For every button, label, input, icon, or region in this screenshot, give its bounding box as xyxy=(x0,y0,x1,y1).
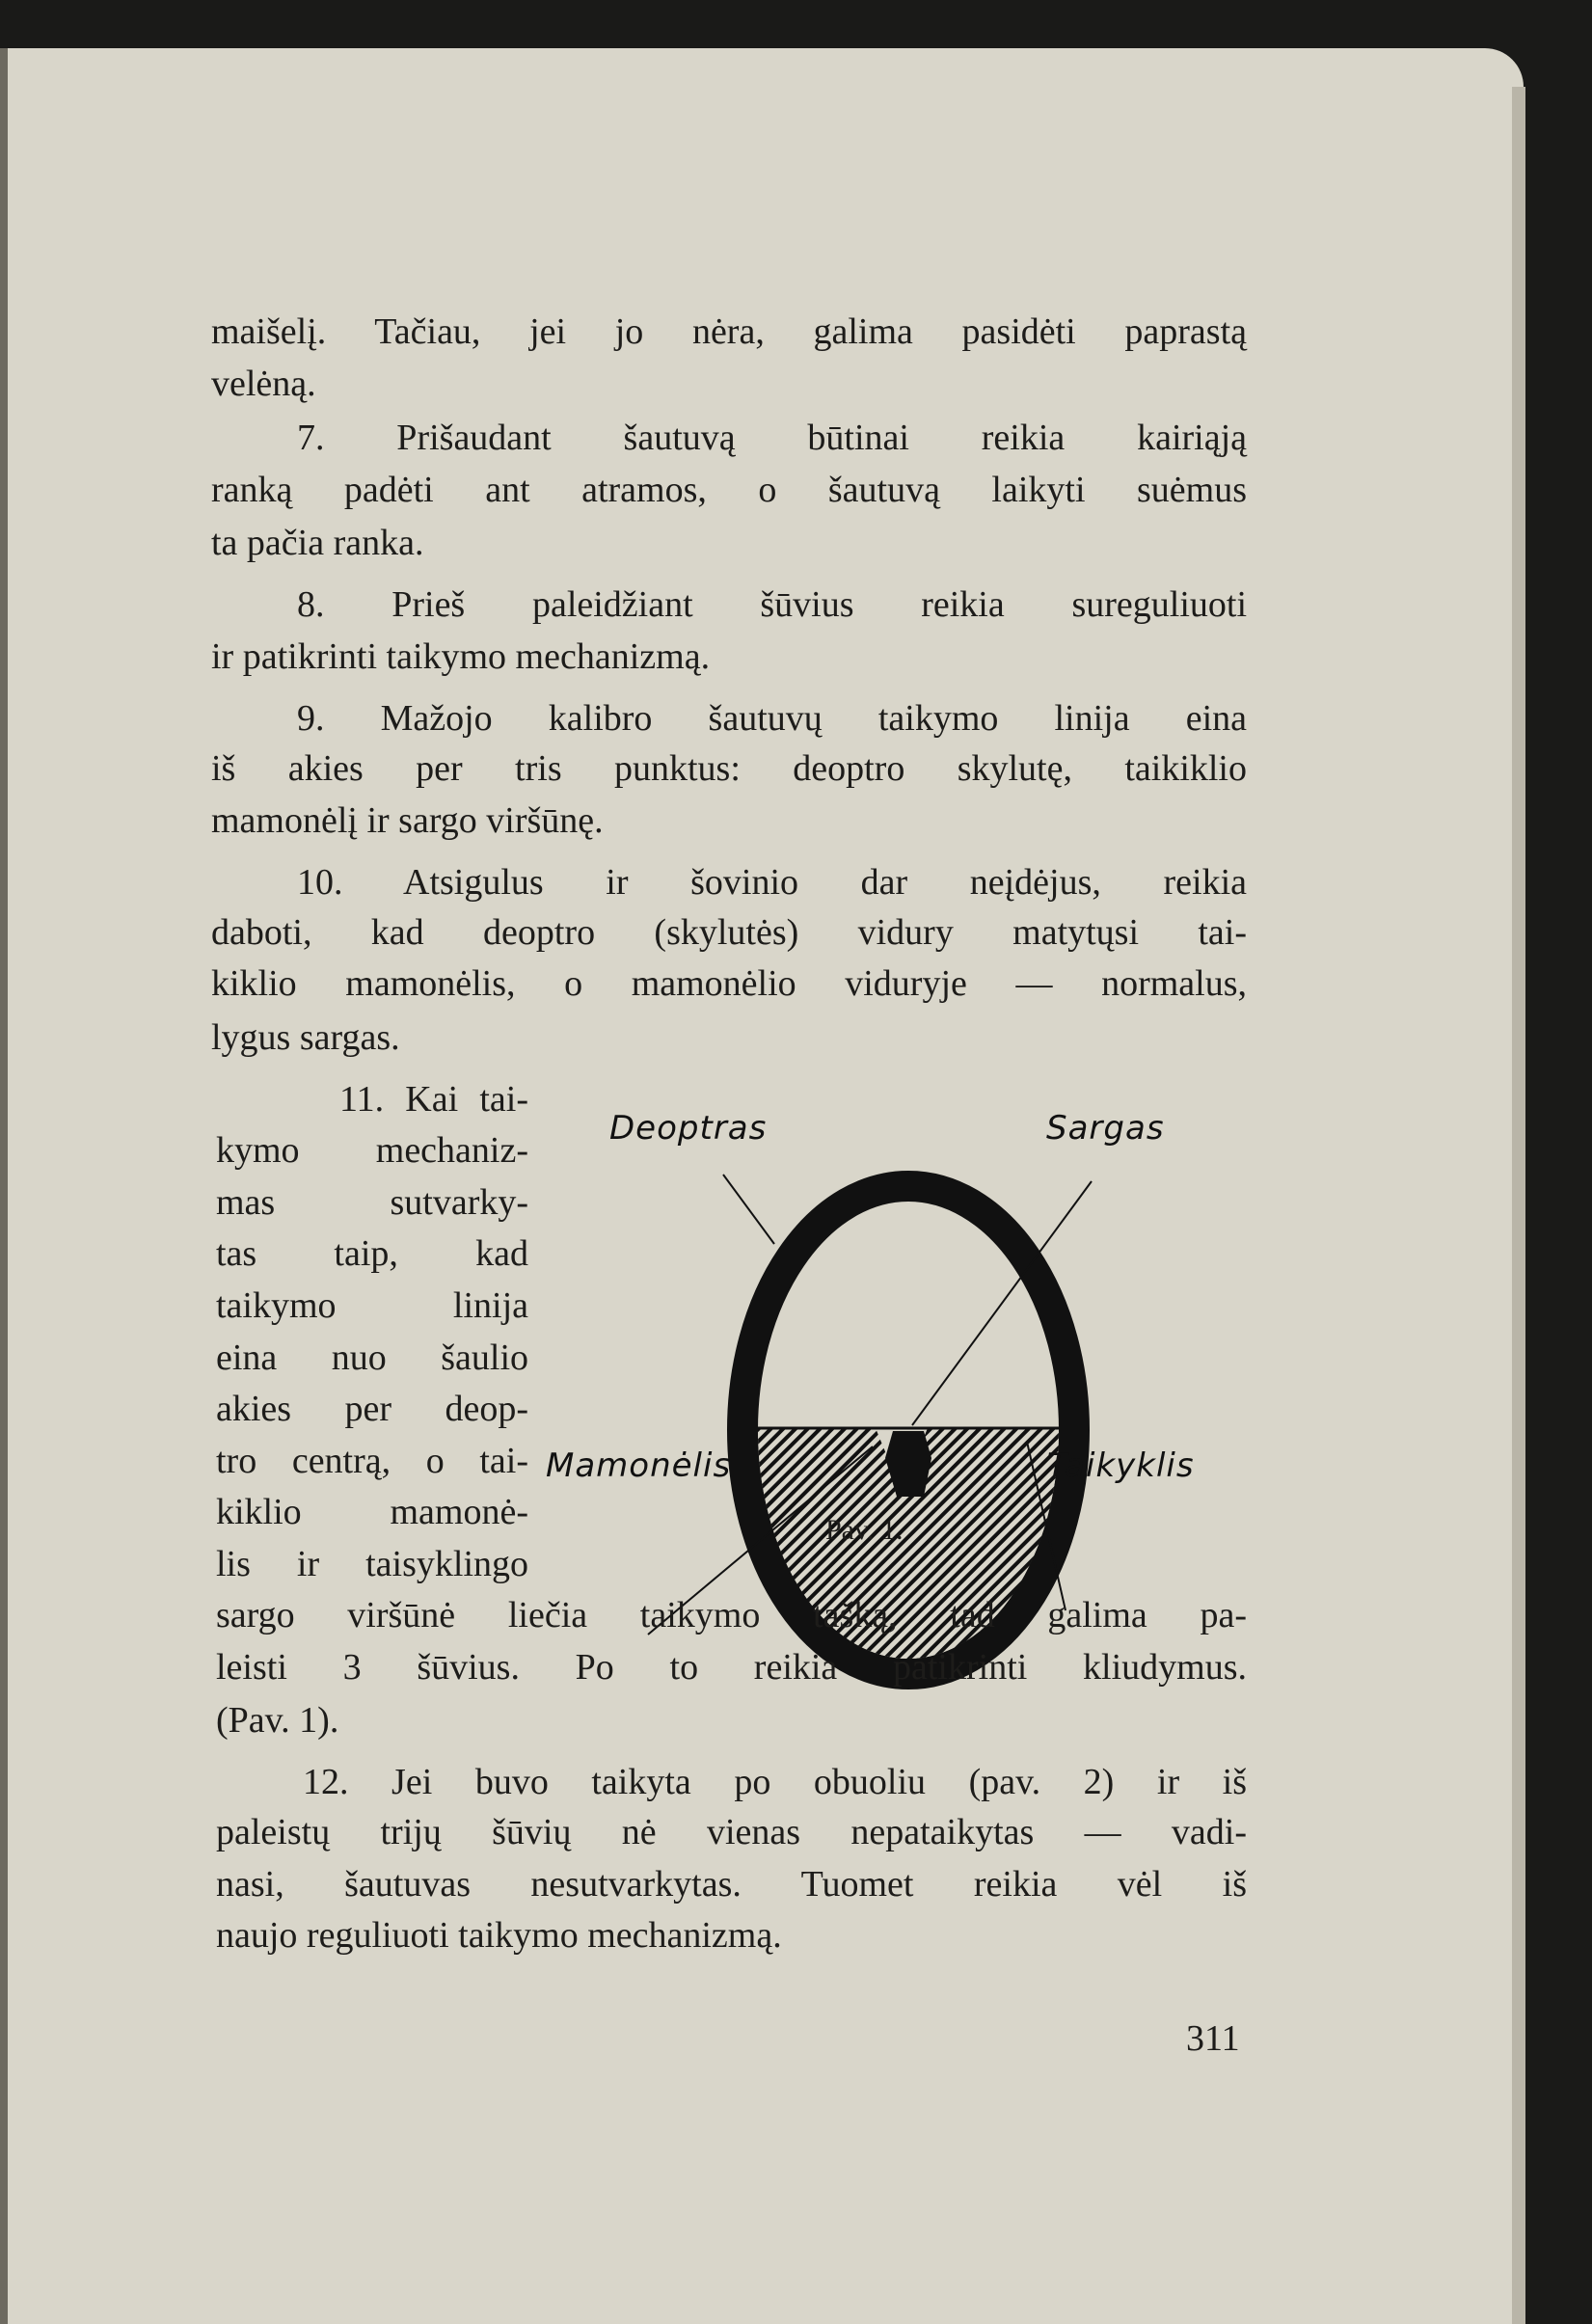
text-line: kymo mechaniz- xyxy=(216,1130,528,1171)
text-line: 7. Prišaudant šautuvą būtinai reikia kairiąją xyxy=(297,418,1247,458)
text-line: velėną. xyxy=(211,364,316,404)
text-line: sargo viršūnė liečia taikymo tašką, tad galima pa- xyxy=(216,1595,1247,1635)
text-line: taikymo linija xyxy=(216,1285,528,1326)
text-line: kiklio mamonėlis, o mamonėlio viduryje — normalus, xyxy=(211,963,1247,1004)
figure-caption: Pav. 1. xyxy=(825,1514,904,1546)
text-line: 8. Prieš paleidžiant šūvius reikia sureguliuoti xyxy=(297,584,1247,625)
text-line: 11. Kai tai- xyxy=(339,1079,528,1120)
text-line: tas taip, kad xyxy=(216,1233,528,1274)
page-number: 311 xyxy=(1186,2018,1240,2059)
text-line: ta pačia ranka. xyxy=(211,523,424,563)
text-line: leisti 3 šūvius. Po to reikia patikrinti kliudymus. xyxy=(216,1647,1247,1688)
text-line: iš akies per tris punktus: deoptro skylutę, taikiklio xyxy=(211,748,1247,789)
text-line: tro centrą, o tai- xyxy=(216,1441,528,1481)
text-line: mas sutvarky- xyxy=(216,1182,528,1223)
text-line: ir patikrinti taikymo mechanizmą. xyxy=(211,636,711,677)
text-line: maišelį. Tačiau, jei jo nėra, galima pasidėti paprastą xyxy=(211,311,1247,352)
label-taikyklis: Taikyklis xyxy=(1047,1446,1195,1485)
text-line: 12. Jei buvo taikyta po obuoliu (pav. 2) ir iš xyxy=(303,1762,1247,1802)
text-line: nasi, šautuvas nesutvarkytas. Tuomet reikia vėl iš xyxy=(216,1864,1247,1905)
text-line: (Pav. 1). xyxy=(216,1700,339,1741)
label-sargas: Sargas xyxy=(1046,1109,1165,1148)
text-line: ranką padėti ant atramos, o šautuvą laikyti suėmus xyxy=(211,470,1247,510)
text-line: akies per deop- xyxy=(216,1389,528,1429)
text-line: naujo reguliuoti taikymo mechanizmą. xyxy=(216,1915,782,1956)
text-line: eina nuo šaulio xyxy=(216,1338,528,1378)
text-line: daboti, kad deoptro (skylutės) vidury matytųsi tai- xyxy=(211,912,1247,953)
text-line: 9. Mažojo kalibro šautuvų taikymo linija eina xyxy=(297,698,1247,739)
text-line: kiklio mamonė- xyxy=(216,1492,528,1532)
text-line: mamonėlį ir sargo viršūnę. xyxy=(211,800,604,841)
text-line: 10. Atsigulus ir šovinio dar neįdėjus, reikia xyxy=(297,862,1247,903)
label-deoptras: Deoptras xyxy=(609,1109,768,1148)
text-line: paleistų trijų šūvių nė vienas nepataikytas — vadi- xyxy=(216,1812,1247,1852)
text-line: lis ir taisyklingo xyxy=(216,1544,528,1584)
label-mamonelis: Mamonėlis xyxy=(546,1446,732,1485)
deoptras-pointer xyxy=(723,1175,774,1244)
text-line: lygus sargas. xyxy=(211,1017,400,1058)
